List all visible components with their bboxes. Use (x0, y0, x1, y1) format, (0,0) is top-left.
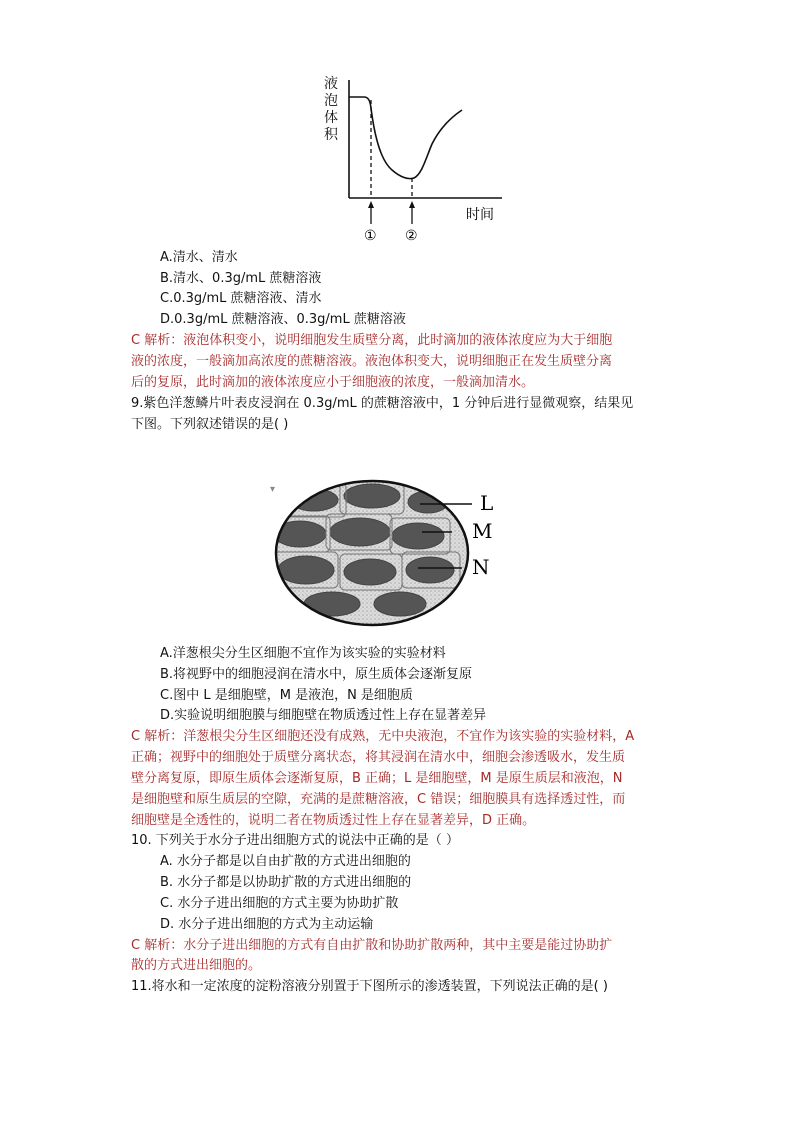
q10-option-b: B. 水分子都是以协助扩散的方式进出细胞的 (160, 875, 412, 890)
q9-answer-line: C 解析：洋葱根尖分生区细胞还没有成熟，无中央液泡，不宜作为该实验的实验材料，A (131, 729, 635, 744)
q11-stem: 11.将水和一定浓度的淀粉溶液分别置于下图所示的渗透装置，下列说法正确的是( ) (131, 979, 608, 994)
protoplast (406, 557, 454, 583)
protoplast (330, 518, 390, 546)
label-l: L (480, 491, 494, 515)
q9-answer-line: 是细胞壁和原生质层的空隙，充满的是蔗糖溶液，C 错误；细胞膜具有选择透过性，而 (131, 792, 626, 807)
scan-mark: ▾ (270, 484, 276, 495)
q9-answer-line: 正确；视野中的细胞处于质壁分离状态，将其浸润在清水中，细胞会渗透吸水，发生质 (131, 750, 626, 765)
protoplast (274, 521, 326, 547)
q8-answer-line: 液的浓度，一般滴加高浓度的蔗糖溶液。液泡体积变大，说明细胞正在发生质壁分离 (131, 354, 613, 369)
q9-answer-line: 壁分离复原，即原生质体会逐渐复原，B 正确；L 是细胞壁，M 是原生质层和液泡，N (131, 771, 623, 786)
x-axis-label: 时间 (466, 207, 494, 223)
protoplast (374, 592, 426, 616)
q10-stem: 10. 下列关于水分子进出细胞方式的说法中正确的是（ ） (131, 833, 459, 848)
q10-option-c: C. 水分子进出细胞的方式主要为协助扩散 (160, 896, 399, 911)
y-axis-label-char: 体 (324, 110, 338, 126)
q9-option-c: C.图中 L 是细胞壁，M 是液泡，N 是细胞质 (160, 688, 413, 703)
q8-answer-line: C 解析：液泡体积变小，说明细胞发生质壁分离，此时滴加的液体浓度应为大于细胞 (131, 333, 613, 348)
label-m: M (472, 519, 493, 543)
arrow-up-icon (368, 201, 374, 208)
protoplast (344, 559, 396, 585)
arrow-up-icon (409, 201, 415, 208)
marker-2: ② (405, 228, 418, 244)
protoplast (344, 484, 400, 508)
y-axis-label-char: 液 (324, 76, 338, 92)
vacuole-volume-graph (300, 62, 510, 247)
q10-option-a: A. 水分子都是以自由扩散的方式进出细胞的 (160, 854, 411, 869)
protoplast (278, 556, 334, 584)
q10-answer-line: C 解析：水分子进出细胞的方式有自由扩散和协助扩散两种，其中主要是能过协助扩 (131, 938, 613, 953)
q9-stem-line: 9.紫色洋葱鳞片叶表皮浸润在 0.3g/mL 的蔗糖溶液中，1 分钟后进行显微观察，结果见 (131, 396, 634, 411)
q9-answer-line: 细胞壁是全透性的，说明二者在物质透过性上存在显著差异，D 正确。 (131, 813, 536, 828)
q8-option-c: C.0.3g/mL 蔗糖溶液、清水 (160, 291, 322, 306)
y-axis-label-char: 积 (324, 127, 338, 143)
q8-option-a: A.清水、清水 (160, 250, 238, 265)
q9-option-a: A.洋葱根尖分生区细胞不宜作为该实验的实验材料 (160, 646, 446, 661)
q9-option-b: B.将视野中的细胞浸润在清水中，原生质体会逐渐复原 (160, 667, 473, 682)
q10-answer-line: 散的方式进出细胞的。 (131, 958, 262, 973)
microscope-field-figure (262, 478, 532, 628)
protoplast (392, 523, 444, 549)
vacuole-curve (349, 97, 462, 179)
q8-option-d: D.0.3g/mL 蔗糖溶液、0.3g/mL 蔗糖溶液 (160, 312, 406, 327)
protoplast (304, 592, 360, 616)
y-axis-label-char: 泡 (324, 93, 338, 109)
q9-stem-line: 下图。下列叙述错误的是( ) (131, 417, 289, 432)
q8-option-b: B.清水、0.3g/mL 蔗糖溶液 (160, 271, 322, 286)
q9-option-d: D.实验说明细胞膜与细胞壁在物质透过性上存在显著差异 (160, 708, 487, 723)
marker-1: ① (364, 228, 377, 244)
label-n: N (472, 555, 490, 579)
q8-answer-line: 后的复原，此时滴加的液体浓度应小于细胞液的浓度，一般滴加清水。 (131, 375, 535, 390)
q10-option-d: D. 水分子进出细胞的方式为主动运输 (160, 917, 374, 932)
